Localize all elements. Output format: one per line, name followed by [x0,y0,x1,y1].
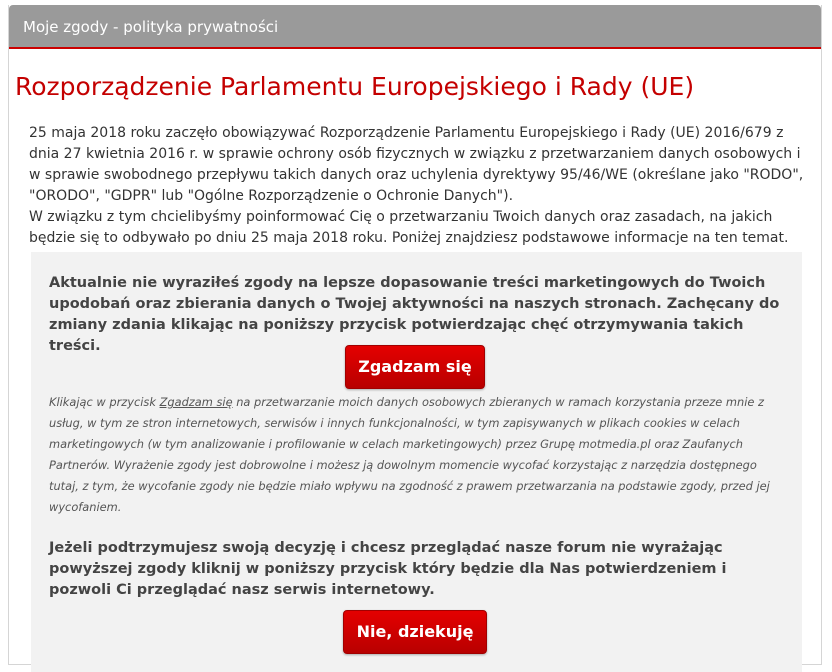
consent-panel [31,252,802,672]
window-title: Moje zgody - polityka prywatności [23,18,279,36]
intro-paragraph-1: 25 maja 2018 roku zaczęło obowiązywać Rozporządzenie Parlamentu Europejskiego i Rady (UE) 2016/679 z dnia 27 kwietnia 2016 r. w sprawie ochrony osób fizycznych w związku z przetwarzaniem danych osobowych i w sprawie swobodnego przepływu takich danych oraz uchylenia dyrektywy 95/46/WE (określane jako "RODO", "ORODO", "GDPR" lub "Ogólne Rozporządzenie o Ochronie Danych"). [29,125,804,204]
intro-paragraph-2: W związku z tym chcielibyśmy poinformować Cię o przetwarzaniu Twoich danych oraz zasadach, na jakich będzie się to odbywało po dniu 25 maja 2018 roku. Poniżej znajdziesz podstawowe informacje na ten temat. [29,209,789,246]
privacy-consent-window [8,5,822,665]
decline-button[interactable]: Nie, dziekuję [343,610,487,654]
consent-note [49,392,779,518]
intro-text [29,123,807,249]
consent-note-suffix: na przetwarzanie moich danych osobowych zbieranych w ramach korzystania przeze mnie z usług, w tym ze stron internetowych, serwisów i innych funkcjonalności, w tym zapisywanych w plikach cookies w celach marketingowych (w tym analizowanie i profilowanie w celach marketingowych) przez Grupę motmedia.pl oraz Zaufanych Partnerów. Wyrażenie zgody jest dobrowolne i możesz ją dowolnym momencie wycofać korzystając z narzędzia dostępnego tutaj, z tym, że wycofanie zgody nie będzie miało wpływu na zgodność z prawem przetwarzania na podstawie zgody, przed jej wycofaniem. [49,395,770,514]
consent-note-prefix: Klikając w przycisk [49,395,160,409]
accept-button[interactable]: Zgadzam się [345,345,485,389]
window-titlebar [9,5,821,49]
page-title: Rozporządzenie Parlamentu Europejskiego i Rady (UE) [15,72,695,101]
consent-note-link[interactable]: Zgadzam się [159,395,233,409]
consent-status-text: Aktualnie nie wyraziłeś zgody na lepsze dopasowanie treści marketingowych do Twoich upodobań oraz zbierania danych o Twojej aktywności na naszych stronach. Zachęcany do zmiany zdania klikając na poniższy przycisk potwierdzając chęć otrzymywania takich treści. [49,275,780,354]
decline-text: Jeżeli podtrzymujesz swoją decyzję i chcesz przeglądać nasze forum nie wyrażając powyższej zgody kliknij w poniższy przycisk który będzie dla Nas potwierdzeniem i pozwoli Ci przeglądać nasz serwis internetowy. [49,540,727,598]
